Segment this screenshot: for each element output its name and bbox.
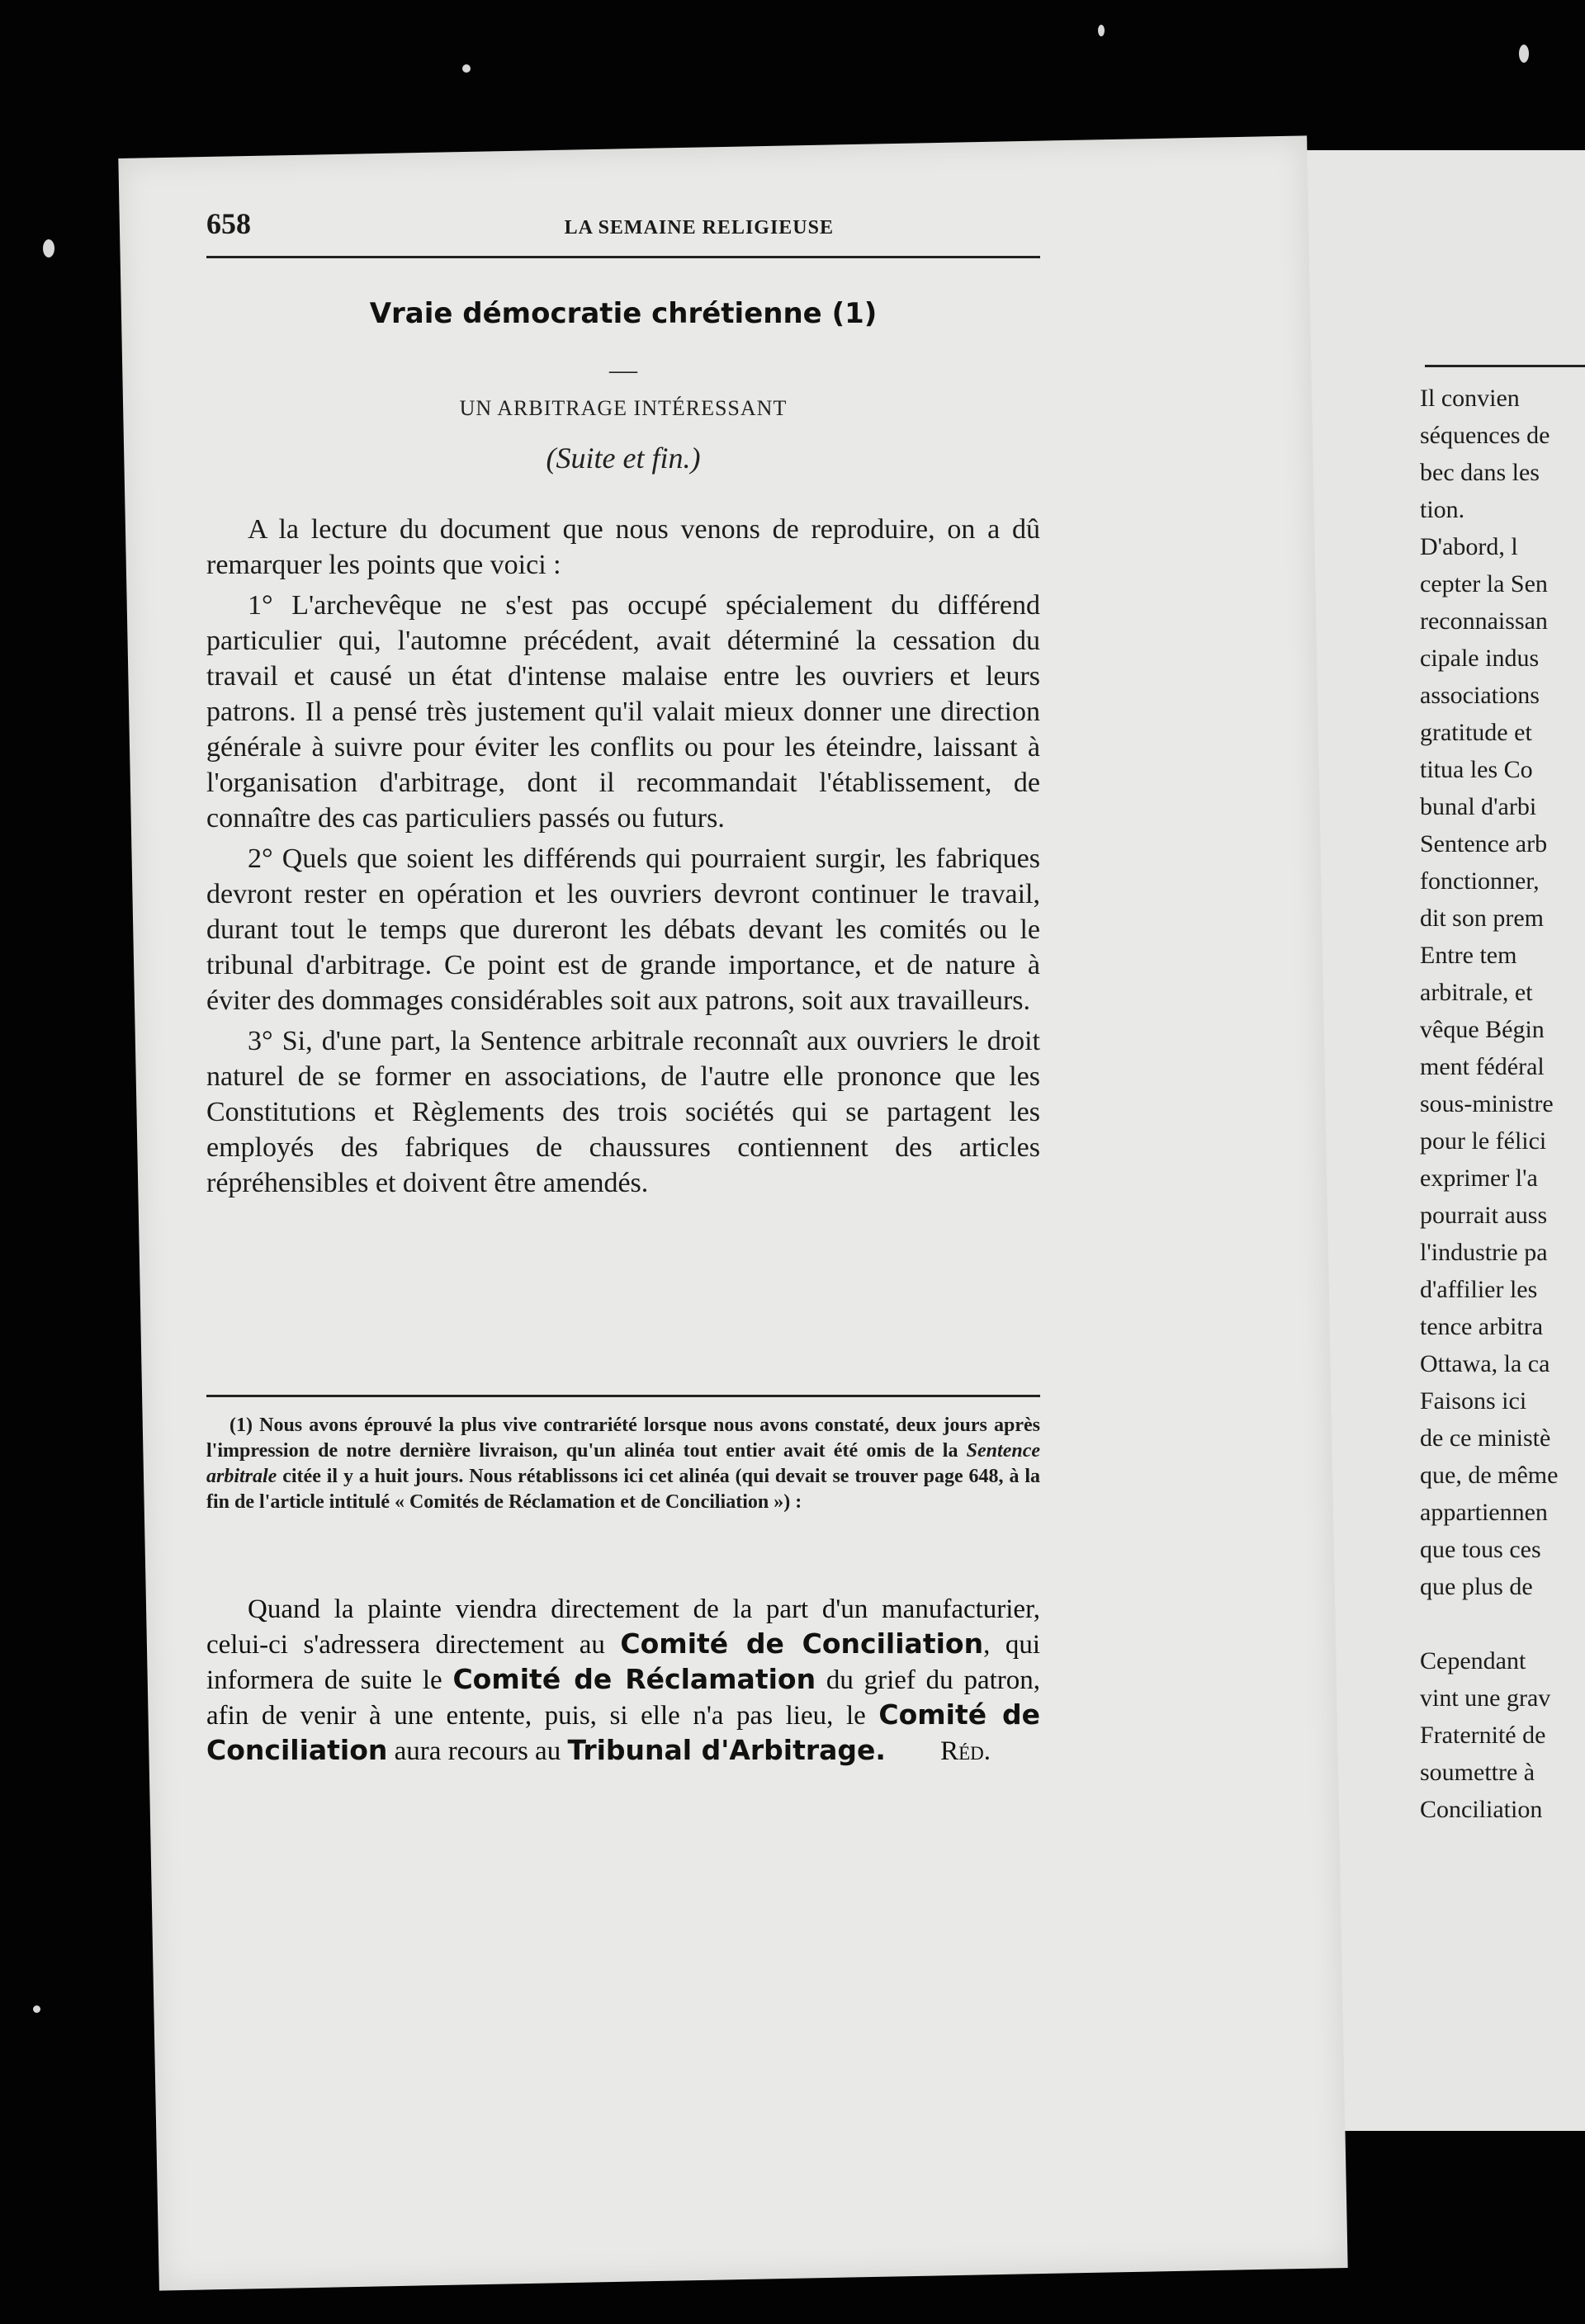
adjacent-page-line: titua les Co — [1420, 756, 1533, 783]
dust-speck — [43, 239, 54, 257]
quote-text: Quand la plainte viendra directement de la part d'un manufacturier, celui-ci s'adressera directement au — [206, 1594, 1040, 1660]
adjacent-page-line: exprimer l'a — [1420, 1164, 1538, 1192]
adjacent-page-line: cipale indus — [1420, 645, 1540, 672]
dust-speck — [462, 64, 471, 73]
adjacent-page-line — [1420, 1605, 1585, 1642]
adjacent-page-line: Cependant — [1420, 1647, 1526, 1675]
dust-speck — [1098, 25, 1105, 36]
adjacent-page-line: tence arbitra — [1420, 1313, 1544, 1340]
adjacent-page-line: que, de même — [1420, 1462, 1559, 1489]
quote-text: du grief du patron, afin de venir à une entente, puis, si elle n'a pas lieu, le — [206, 1665, 1040, 1731]
adjacent-page-line: arbitrale, et — [1420, 979, 1533, 1006]
adjacent-page-line: bec dans les — [1420, 459, 1540, 486]
journal-title: LA SEMAINE RELIGIEUSE — [564, 217, 834, 239]
adjacent-page-line: gratitude et — [1420, 719, 1532, 746]
continuation-note: (Suite et fin.) — [546, 442, 701, 475]
adjacent-page-line: fonctionner, — [1420, 867, 1540, 895]
editor-signature: Réd. — [940, 1736, 991, 1766]
footnote-rule — [206, 1395, 1040, 1397]
quote-bold: Comité de Réclamation — [452, 1663, 816, 1695]
footnote-text: (1) Nous avons éprouvé la plus vive contrariété lorsque nous avons constaté, deux jours après l'impression de notre dernière livraison, qu'un alinéa tout entier avait été omis de la — [206, 1415, 1040, 1462]
adjacent-page-line: Faisons ici — [1420, 1387, 1527, 1415]
adjacent-page-text — [1420, 380, 1585, 1828]
paragraph: A la lecture du document que nous venons de reproduire, on a dû remarquer les points que voici : — [206, 514, 1040, 580]
paragraph: 3° Si, d'une part, la Sentence arbitrale reconnaît aux ouvriers le droit naturel de se former en associations, de l'autre elle prononce que les Constitutions et Règlements des trois sociétés qui se partagent les employés des fabriques de chaussures contiennent des articles répréhensibles et doivent être amendés. — [206, 1026, 1040, 1198]
adjacent-page-line: ment fédéral — [1420, 1053, 1545, 1080]
adjacent-page-line: D'abord, l — [1420, 533, 1518, 560]
adjacent-page-line: de ce ministè — [1420, 1424, 1551, 1452]
quote-text: aura recours au — [387, 1736, 568, 1766]
adjacent-page-line: que plus de — [1420, 1573, 1533, 1600]
paragraph: 2° Quels que soient les différends qui pourraient surgir, les fabriques devront rester en opération et les ouvriers devront continuer le travail, durant tout le temps que dureront les débats devant les comités ou le tribunal d'arbitrage. Ce point est de grande importance, et de nature à éviter des dommages considérables soit aux patrons, soit aux travailleurs. — [206, 843, 1040, 1016]
adjacent-page-line: cepter la Sen — [1420, 570, 1548, 598]
adjacent-page-line: bunal d'arbi — [1420, 793, 1537, 820]
dust-speck — [1519, 45, 1529, 63]
adjacent-page-line: tion. — [1420, 496, 1465, 523]
adjacent-page-line: pour le félici — [1420, 1127, 1547, 1155]
footnote-text-end: citée il y a huit jours. Nous rétablissons ici cet alinéa (qui devait se trouver page 648, à la fin de l'article intitulé « Comités de Réclamation et de Conciliation ») : — [206, 1466, 1040, 1513]
adjacent-page-line: vêque Bégin — [1420, 1016, 1545, 1043]
footnote-italic: Sentence arbitrale — [206, 1440, 1040, 1487]
adjacent-page-line: appartiennen — [1420, 1499, 1548, 1526]
adjacent-page-rule — [1425, 365, 1585, 367]
running-head — [206, 206, 1040, 258]
adjacent-page-line: pourrait auss — [1420, 1202, 1548, 1229]
article-body — [206, 512, 1040, 1206]
adjacent-page-line: l'industrie pa — [1420, 1239, 1548, 1266]
footnote — [206, 1413, 1040, 1515]
quoted-paragraph — [206, 1593, 1040, 1769]
title-separator: — — [609, 355, 637, 385]
adjacent-page-line: Sentence arb — [1420, 830, 1548, 857]
adjacent-page-line: Fraternité de — [1420, 1722, 1546, 1749]
adjacent-page-line: Ottawa, la ca — [1420, 1350, 1550, 1377]
adjacent-page-line: Entre tem — [1420, 942, 1517, 969]
adjacent-page-line: sous-ministre — [1420, 1090, 1554, 1117]
adjacent-page-line: dit son prem — [1420, 905, 1544, 932]
article-subtitle: UN ARBITRAGE INTÉRESSANT — [459, 396, 788, 420]
adjacent-page-line: que tous ces — [1420, 1536, 1541, 1563]
adjacent-page-line: Il convien — [1420, 385, 1520, 412]
adjacent-page-line: d'affilier les — [1420, 1276, 1538, 1303]
quote-bold: Comité de Conciliation — [620, 1627, 984, 1660]
adjacent-page-line: reconnaissan — [1420, 607, 1548, 635]
article-title: Vraie démocratie chrétienne (1) — [369, 297, 878, 330]
adjacent-page-line: séquences de — [1420, 422, 1550, 449]
quote-bold: Tribunal d'Arbitrage. — [567, 1734, 886, 1766]
page-number: 658 — [206, 207, 251, 240]
dust-speck — [33, 2005, 40, 2013]
quote-bold: Comité de Conciliation — [206, 1698, 1040, 1766]
adjacent-page-line: vint une grav — [1420, 1684, 1551, 1712]
adjacent-page-line: soumettre à — [1420, 1759, 1535, 1786]
adjacent-page-line: Conciliation — [1420, 1796, 1543, 1823]
adjacent-page-line: associations — [1420, 682, 1540, 709]
paragraph: 1° L'archevêque ne s'est pas occupé spécialement du différend particulier qui, l'automne précédent, avait déterminé la cessation du travail et causé un état d'intense malaise entre les ouvriers et leurs patrons. Il a pensé très justement qu'il valait mieux donner une direction générale à suivre pour éviter les conflits ou pour les éteindre, laissant à l'organisation d'arbitrage, dont il recommandait l'établissement, de connaître des cas particuliers passés ou futurs. — [206, 590, 1040, 834]
quote-text: , qui informera de suite le — [206, 1630, 1041, 1695]
